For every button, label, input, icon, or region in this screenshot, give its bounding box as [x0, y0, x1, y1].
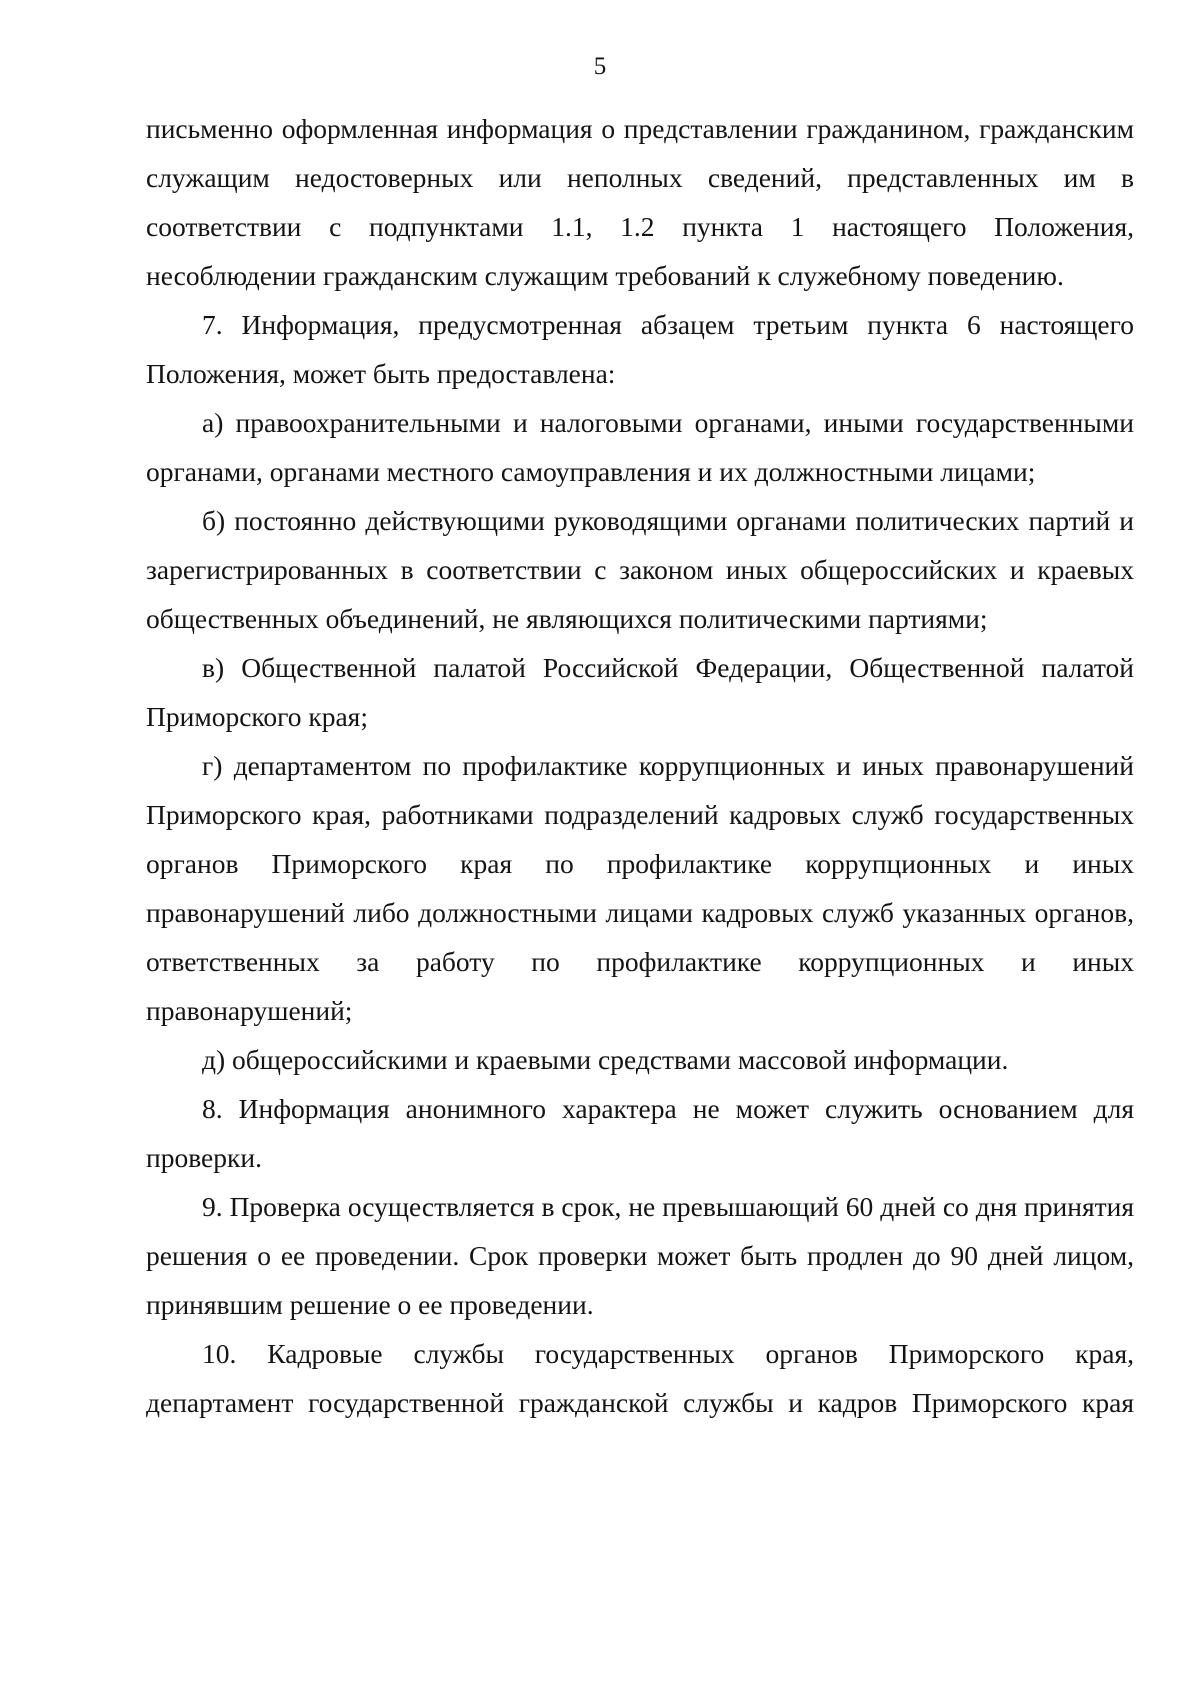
paragraph-8: 8. Информация анонимного характера не может служить основанием для проверки.: [146, 1093, 1134, 1173]
page-number: 5: [593, 53, 607, 80]
paragraph-9: 9. Проверка осуществляется в срок, не превышающий 60 дней со дня принятия решения о ее проведении. Срок проверки может быть продлен до 90 дней лицом, принявшим решение о ее проведении.: [146, 1191, 1134, 1320]
paragraph-7-b: б) постоянно действующими руководящими органами политических партий и зарегистрированных в соответствии с законом иных общероссийских и краевых общественных объединений, не являющихся политическими партиями;: [146, 505, 1134, 634]
paragraph-6-continuation: письменно оформленная информация о представлении гражданином, гражданским служащим недостоверных или неполных сведений, представленных им в соответствии с подпунктами 1.1, 1.2 пункта 1 настоящего Положения, несоблюдении гражданским служащим требований к служебному поведению.: [146, 113, 1134, 291]
paragraph-10: 10. Кадровые службы государственных органов Приморского края, департамент государственной гражданской службы и кадров Приморского края: [146, 1338, 1134, 1418]
paragraph-7-v: в) Общественной палатой Российской Федерации, Общественной палатой Приморского края;: [146, 652, 1134, 732]
paragraph-7-a: а) правоохранительными и налоговыми органами, иными государственными органами, органами местного самоуправления и их должностными лицами;: [146, 407, 1134, 487]
paragraph-7-g: г) департаментом по профилактике коррупционных и иных правонарушений Приморского края, работниками подразделений кадровых служб государственных органов Приморского края по профилактике коррупционных и иных правонарушений либо должностными лицами кадровых служб указанных органов, ответственных за работу по профилактике коррупционных и иных правонарушений;: [146, 750, 1134, 1026]
paragraph-7: 7. Информация, предусмотренная абзацем третьим пункта 6 настоящего Положения, может быть предоставлена:: [146, 309, 1134, 389]
paragraph-7-d: д) общероссийскими и краевыми средствами массовой информации.: [202, 1044, 1009, 1075]
document-body: [146, 104, 1134, 1427]
